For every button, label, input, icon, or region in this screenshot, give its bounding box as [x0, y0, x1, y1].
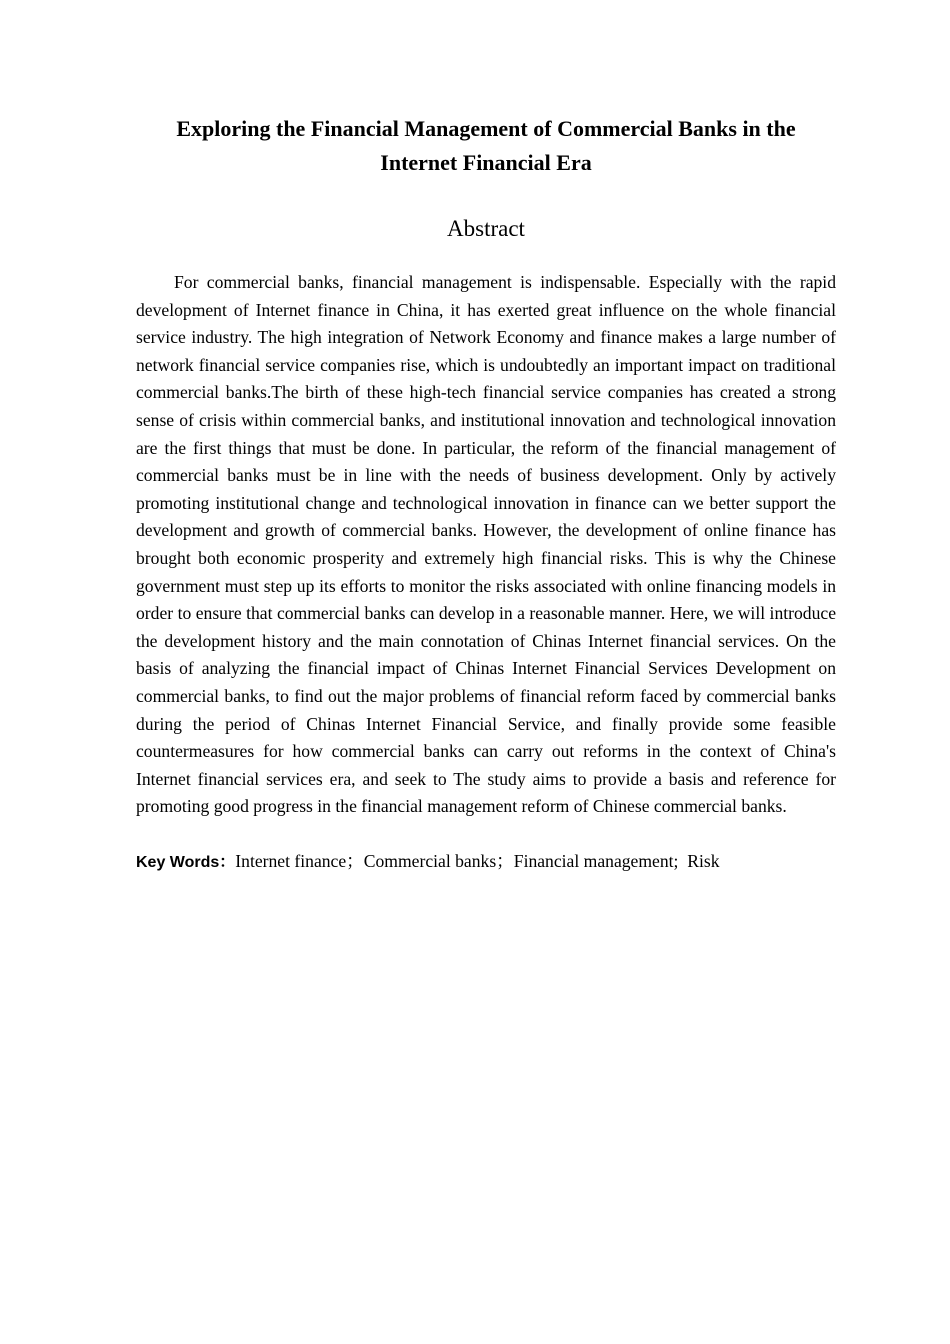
abstract-body: For commercial banks, financial management is indispensable. Especially with the rapid development of Internet finance in China, it has exerted great influence on the whole financial service industry. The high integration of Network Economy and finance makes a large number of network financial service companies rise, which is undoubtedly an important impact on traditional commercial banks.The birth of these high-tech financial service companies has created a strong sense of crisis within commercial banks, and institutional innovation and technological innovation are the first things that must be done. In particular, the reform of the financial management of commercial banks must be in line with the needs of business development. Only by actively promoting institutional change and technological innovation in finance can we better support the development and growth of commercial banks. However, the development of online finance has brought both economic prosperity and extremely high financial risks. This is why the Chinese government must step up its efforts to monitor the risks associated with online financing models in order to ensure that commercial banks can develop in a reasonable manner. Here, we will introduce the development history and the main connotation of Chinas Internet financial services. On the basis of analyzing the financial impact of Chinas Internet Financial Services Development on commercial banks, to find out the major problems of financial reform faced by commercial banks during the period of Chinas Internet Financial Service, and finally provide some feasible countermeasures for how commercial banks can carry out reforms in the context of China's Internet financial services era, and seek to The study aims to provide a basis and reference for promoting good progress in the financial management reform of Chinese commercial banks.: [136, 272, 836, 817]
paper-page: [136, 112, 836, 876]
keywords-label: Key Words：: [136, 853, 236, 871]
keyword-item: Financial management;: [513, 850, 688, 871]
paper-title: [136, 112, 836, 180]
keyword-item: Risk: [687, 850, 720, 871]
keyword-item: Internet finance；: [235, 850, 364, 871]
paper-title-line-2: Internet Financial Era: [380, 150, 592, 175]
paper-title-line-1: Exploring the Financial Management of Commercial Banks in the: [176, 116, 796, 141]
keyword-item: Commercial banks；: [363, 850, 514, 871]
keywords-line: [136, 848, 836, 876]
abstract-heading: Abstract: [447, 216, 525, 241]
